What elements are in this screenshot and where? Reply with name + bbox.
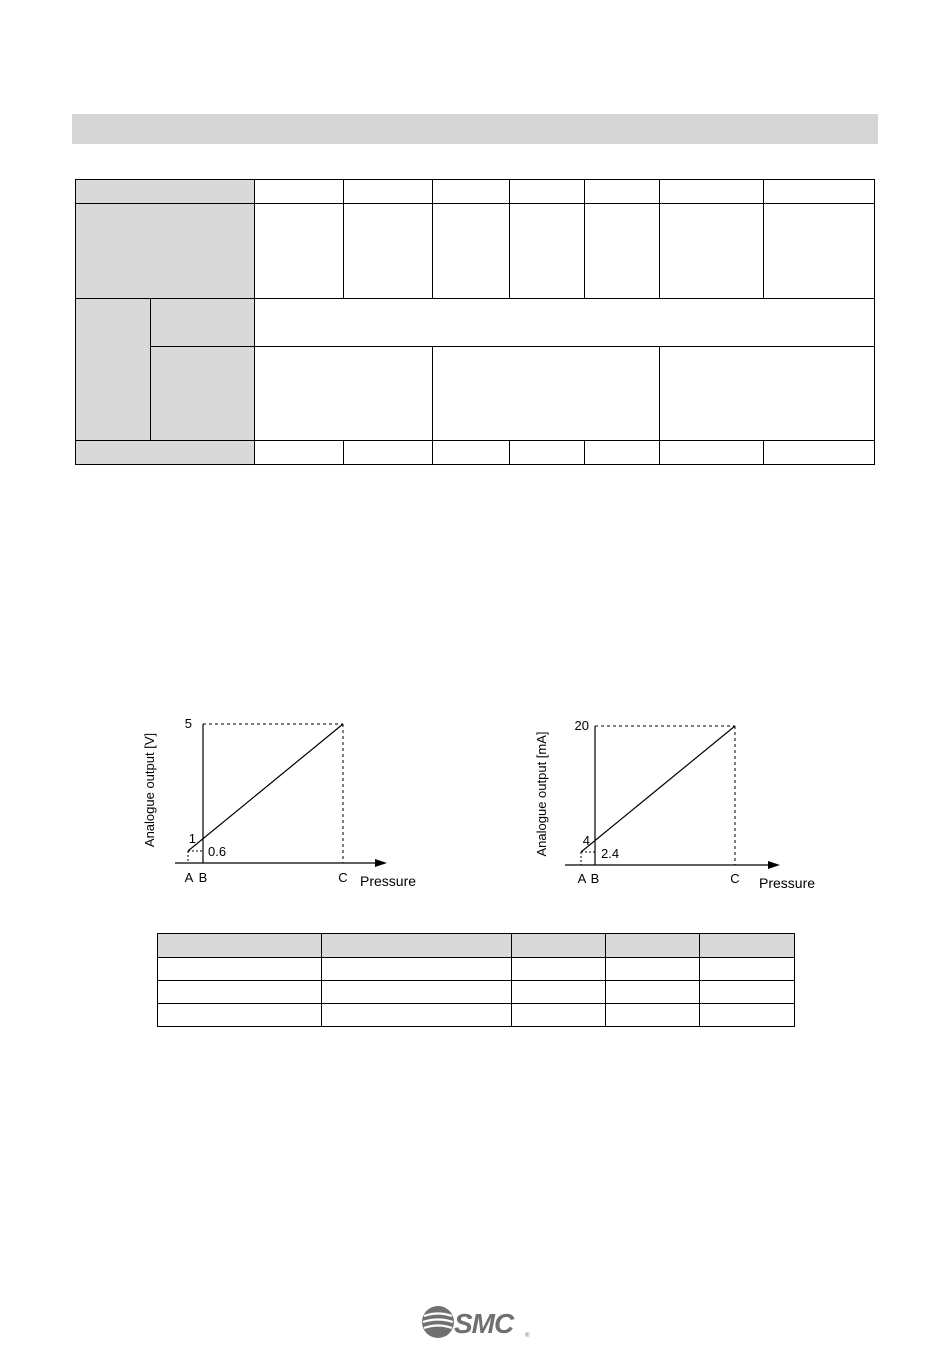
x-axis-label: Pressure bbox=[360, 873, 417, 889]
smc-logo-text: SMC bbox=[454, 1308, 514, 1339]
range-table-row bbox=[158, 958, 795, 981]
spec-table-cell bbox=[255, 441, 344, 465]
ymax-label: 5 bbox=[184, 716, 192, 731]
output-line bbox=[188, 724, 343, 851]
spec-table-cell bbox=[659, 204, 763, 299]
spec-table-header-cell bbox=[76, 180, 255, 204]
range-table-header-row bbox=[158, 934, 795, 958]
range-table-header-cell bbox=[158, 934, 322, 958]
range-table-cell bbox=[606, 981, 700, 1004]
spec-table-cell bbox=[255, 180, 344, 204]
spec-table-cell bbox=[584, 441, 659, 465]
smc-logo-registered-mark: ® bbox=[525, 1333, 530, 1339]
x-axis-arrow-icon bbox=[375, 859, 387, 867]
range-table-cell bbox=[158, 981, 322, 1004]
range-table bbox=[157, 933, 795, 1027]
spec-table-row bbox=[76, 204, 875, 299]
range-table-row bbox=[158, 981, 795, 1004]
range-table-cell bbox=[322, 1004, 512, 1027]
range-table-cell bbox=[606, 958, 700, 981]
spec-table-cell bbox=[344, 441, 433, 465]
spec-table-cell bbox=[659, 347, 874, 441]
x-axis-label: Pressure bbox=[759, 875, 816, 891]
voltage-output-graph bbox=[130, 700, 430, 900]
range-table-cell bbox=[606, 1004, 700, 1027]
b-label: B bbox=[590, 871, 600, 886]
spec-table-cell bbox=[344, 204, 433, 299]
a-label: A bbox=[577, 871, 587, 886]
spec-table-cell bbox=[433, 204, 509, 299]
b-label: B bbox=[198, 870, 208, 885]
spec-table-cell bbox=[584, 180, 659, 204]
range-table-cell bbox=[512, 958, 606, 981]
spec-table-cell bbox=[255, 347, 433, 441]
spec-table-cell bbox=[763, 441, 874, 465]
ymin-label: 1 bbox=[188, 831, 196, 846]
spec-table-cell bbox=[433, 441, 509, 465]
spec-table-cell bbox=[763, 204, 874, 299]
spec-table bbox=[75, 179, 875, 465]
range-table-cell bbox=[700, 1004, 795, 1027]
spec-table-header-row bbox=[76, 180, 875, 204]
range-table-cell bbox=[322, 981, 512, 1004]
c-label: C bbox=[730, 871, 740, 886]
output-line bbox=[581, 726, 735, 852]
smc-logo bbox=[420, 1302, 532, 1342]
ymin-label: 4 bbox=[582, 833, 590, 848]
range-table-header-cell bbox=[322, 934, 512, 958]
range-table-header-cell bbox=[606, 934, 700, 958]
spec-table-row bbox=[76, 299, 875, 347]
spec-table-cell bbox=[509, 204, 584, 299]
spec-table-cell bbox=[659, 441, 763, 465]
a-label: A bbox=[184, 870, 194, 885]
offset-label: 2.4 bbox=[601, 846, 620, 861]
range-table-cell bbox=[158, 1004, 322, 1027]
range-table-cell bbox=[512, 981, 606, 1004]
spec-table-header-cell bbox=[76, 204, 255, 299]
y-axis-label: Analogue output [V] bbox=[142, 732, 157, 848]
range-table-cell bbox=[700, 958, 795, 981]
spec-table-cell bbox=[763, 180, 874, 204]
spec-table-cell bbox=[344, 180, 433, 204]
y-axis-label: Analogue output [mA] bbox=[534, 731, 549, 857]
ymax-label: 20 bbox=[574, 718, 589, 733]
spec-table-header-cell bbox=[151, 347, 255, 441]
range-table-cell bbox=[512, 1004, 606, 1027]
offset-label: 0.6 bbox=[208, 844, 227, 859]
spec-table-header-cell bbox=[76, 441, 255, 465]
spec-table-row bbox=[76, 347, 875, 441]
spec-table-cell bbox=[509, 180, 584, 204]
spec-table-row bbox=[76, 441, 875, 465]
spec-table-cell bbox=[584, 204, 659, 299]
range-table-header-cell bbox=[700, 934, 795, 958]
spec-table-cell bbox=[433, 347, 659, 441]
spec-table-cell bbox=[255, 299, 875, 347]
spec-table-cell bbox=[255, 204, 344, 299]
spec-table-cell bbox=[509, 441, 584, 465]
current-output-graph bbox=[520, 700, 820, 900]
range-table-row bbox=[158, 1004, 795, 1027]
spec-table-cell bbox=[433, 180, 509, 204]
spec-table-cell bbox=[659, 180, 763, 204]
section-header-bar bbox=[72, 114, 878, 144]
range-table-cell bbox=[700, 981, 795, 1004]
range-table-header-cell bbox=[512, 934, 606, 958]
c-label: C bbox=[338, 870, 348, 885]
range-table-cell bbox=[322, 958, 512, 981]
spec-table-header-cell bbox=[151, 299, 255, 347]
x-axis-arrow-icon bbox=[768, 861, 780, 869]
spec-table-group-header-cell bbox=[76, 299, 151, 441]
range-table-cell bbox=[158, 958, 322, 981]
